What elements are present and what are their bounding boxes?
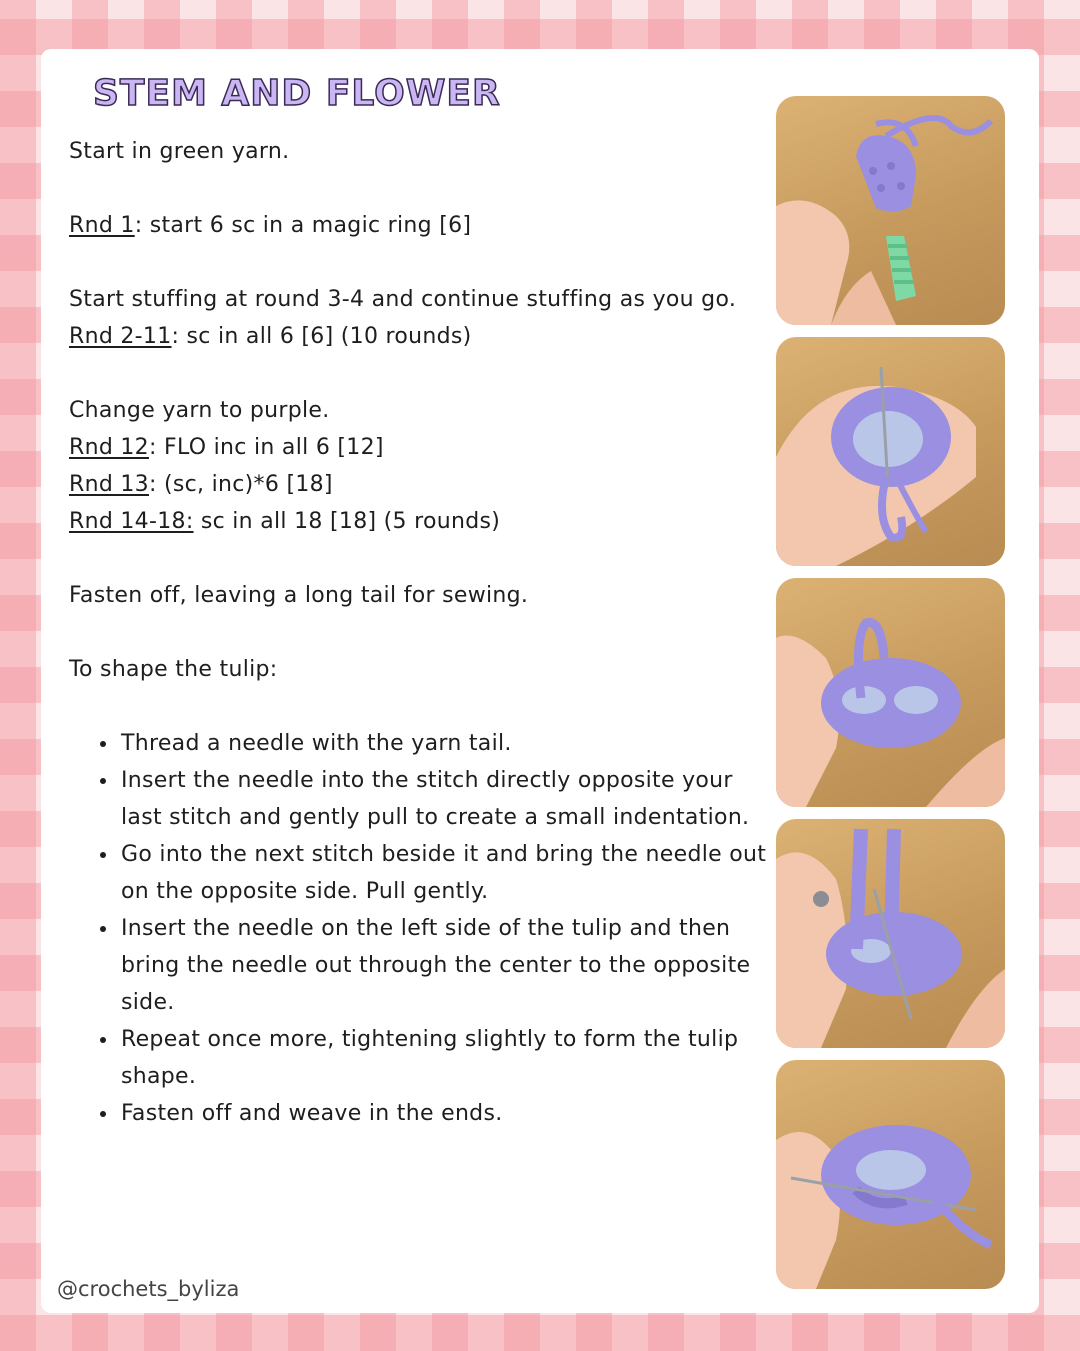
round-label: Rnd 14-18:	[69, 509, 194, 534]
intro-line: Start in green yarn.	[69, 139, 290, 164]
list-item: • Insert the needle on the left side of the tulip and then bring the needle out through the center to the opposite side.	[119, 910, 769, 1021]
photo-tightened-tulip	[776, 1060, 1005, 1289]
author-handle: @crochets_byliza	[57, 1277, 240, 1301]
needle-ring-photo	[776, 337, 1005, 566]
list-item: • Repeat once more, tightening slightly to form the tulip shape.	[119, 1021, 769, 1095]
round-2-11	[69, 318, 769, 355]
round-instruction: sc in all 18 [18] (5 rounds)	[193, 509, 501, 534]
needle-opposite-photo	[776, 819, 1005, 1048]
round-instruction: : start 6 sc in a magic ring [6]	[134, 213, 472, 238]
round-label: Rnd 2-11	[69, 324, 172, 349]
photo-stem-and-bud	[776, 96, 1005, 325]
round-label: Rnd 1	[69, 213, 135, 238]
round-instruction: : FLO inc in all 6 [12]	[148, 435, 384, 460]
photo-needle-through-ring	[776, 337, 1005, 566]
tightened-tulip-photo	[776, 1060, 1005, 1289]
photo-strip	[776, 96, 1005, 1301]
round-label: Rnd 13	[69, 472, 149, 497]
fasten-off-line: Fasten off, leaving a long tail for sewing.	[69, 583, 529, 608]
stuffing-note: Start stuffing at round 3-4 and continue stuffing as you go.	[69, 287, 737, 312]
list-item: • Insert the needle into the stitch directly opposite your last stitch and gently pull to create a small indentation.	[119, 762, 769, 836]
photo-indentation	[776, 578, 1005, 807]
pattern-text	[69, 133, 769, 1132]
round-12	[69, 429, 769, 466]
photo-needle-opposite-side	[776, 819, 1005, 1048]
round-1	[69, 207, 769, 244]
round-instruction: : (sc, inc)*6 [18]	[148, 472, 333, 497]
recipe-card	[41, 49, 1039, 1313]
indentation-photo	[776, 578, 1005, 807]
round-14-18	[69, 503, 769, 540]
list-item: • Go into the next stitch beside it and bring the needle out on the opposite side. Pull gently.	[119, 836, 769, 910]
page-title: STEM AND FLOWER	[93, 73, 501, 114]
change-yarn-line: Change yarn to purple.	[69, 398, 330, 423]
round-13	[69, 466, 769, 503]
round-label: Rnd 12	[69, 435, 149, 460]
list-item: • Thread a needle with the yarn tail.	[119, 725, 769, 762]
list-item: • Fasten off and weave in the ends.	[119, 1095, 769, 1132]
round-instruction: : sc in all 6 [6] (10 rounds)	[171, 324, 472, 349]
tulip-with-stem-photo	[776, 96, 1005, 325]
shape-heading: To shape the tulip:	[69, 657, 278, 682]
shaping-steps-list	[69, 725, 769, 1132]
